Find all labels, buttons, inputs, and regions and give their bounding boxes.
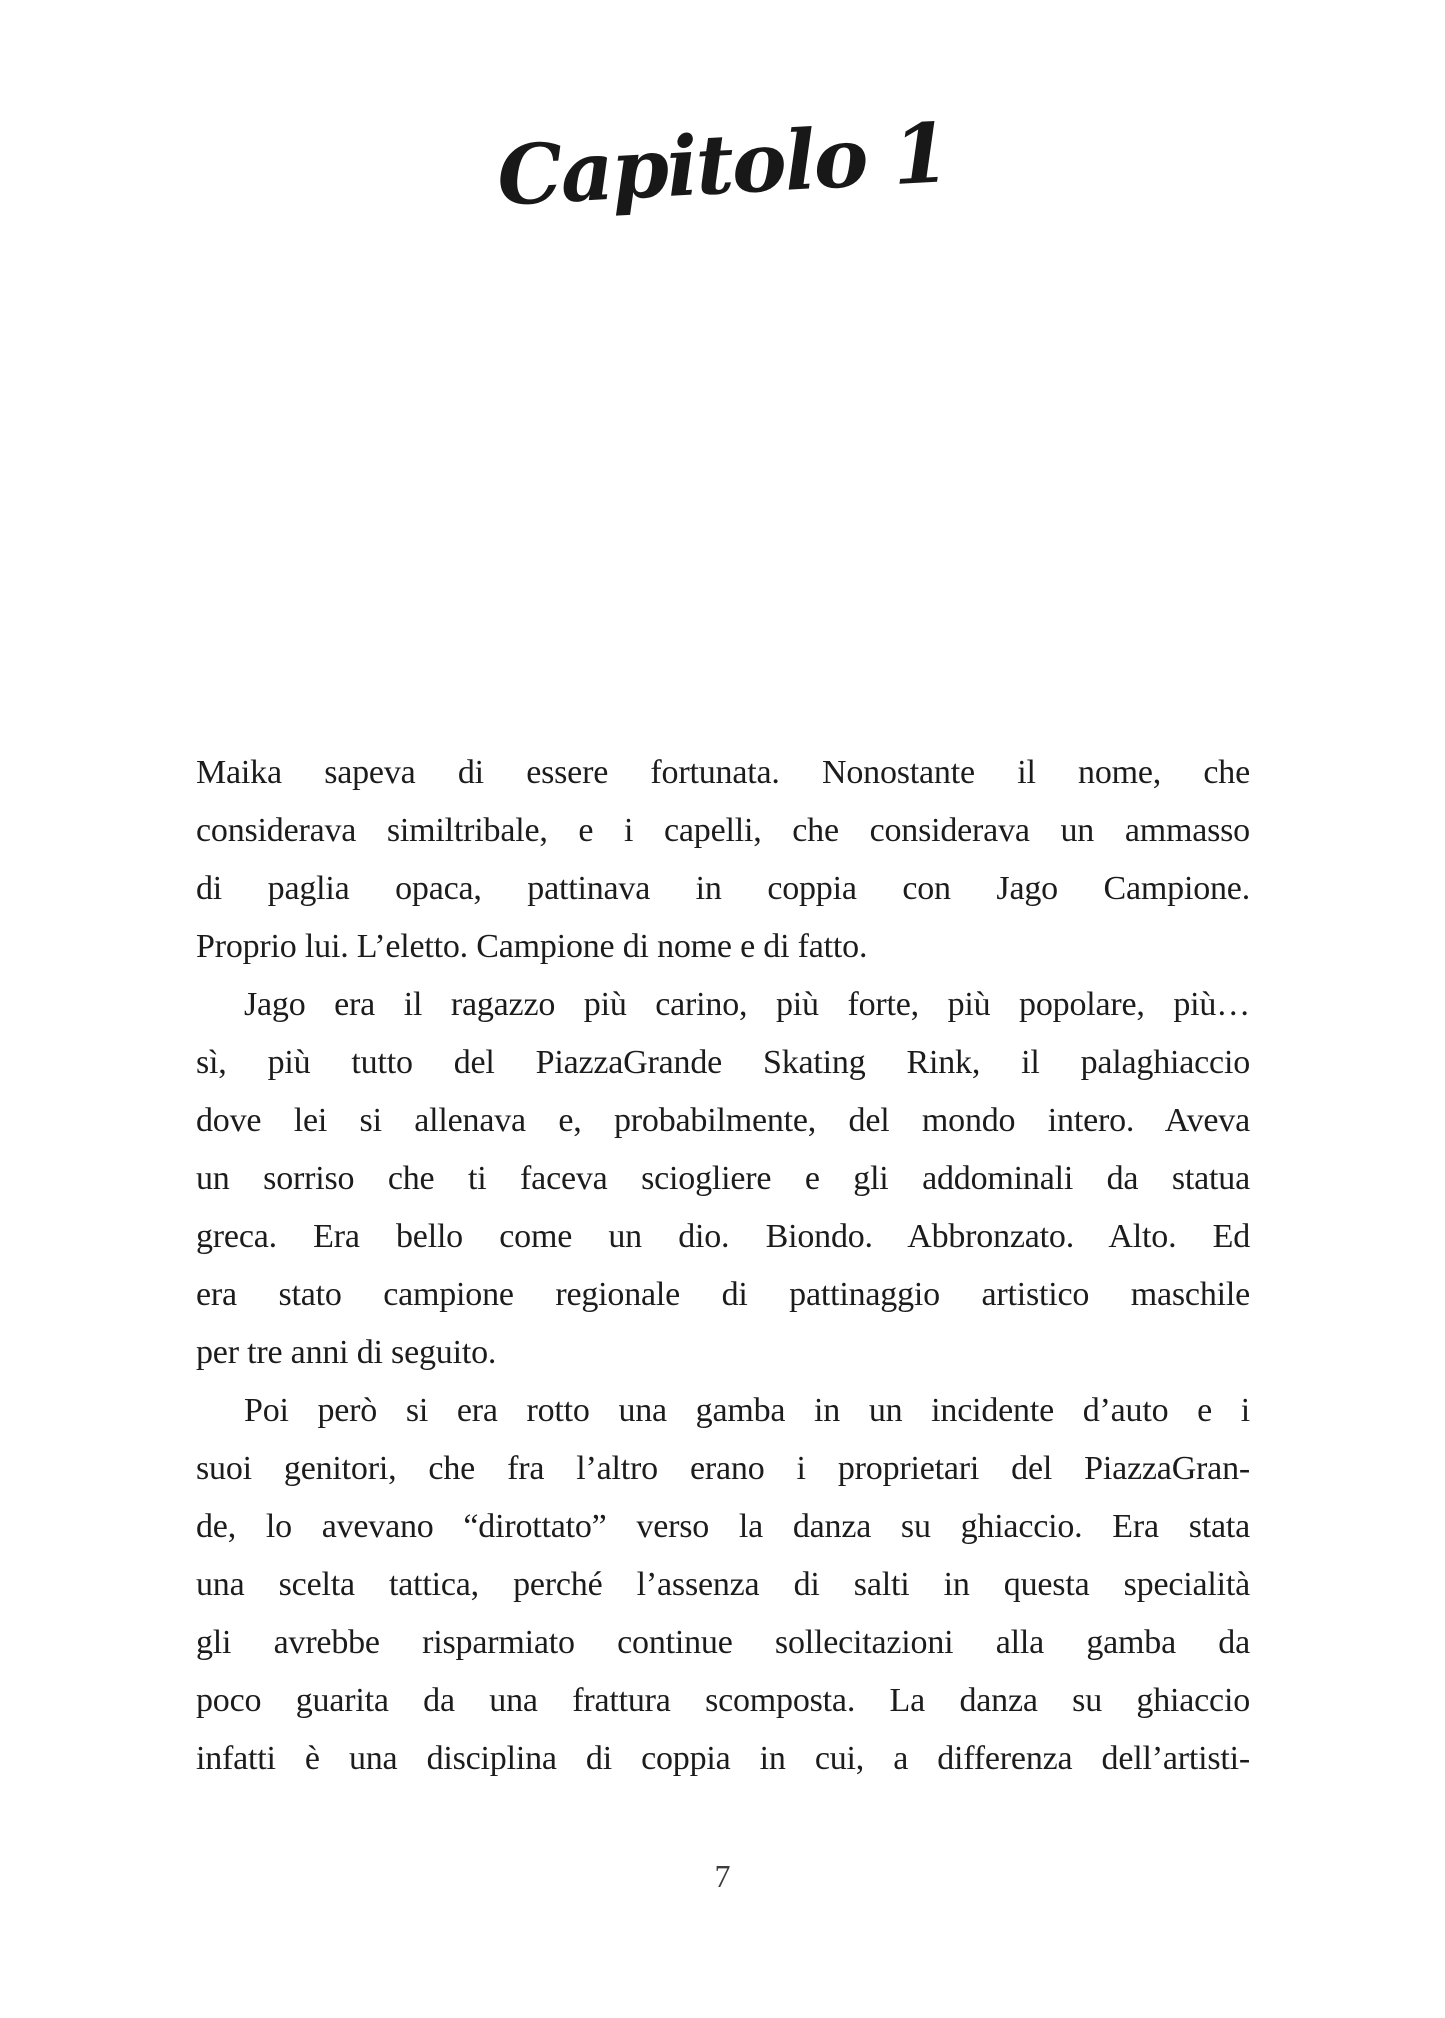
text-line: Jago era il ragazzo più carino, più forte, più popolare, più… xyxy=(244,986,1250,1023)
text-line: Maika sapeva di essere fortunata. Nonostante il nome, che xyxy=(196,754,1250,791)
text-line: sì, più tutto del PiazzaGrande Skating Rink, il palaghiaccio xyxy=(196,1044,1250,1081)
text-line: suoi genitori, che fra l’altro erano i proprietari del PiazzaGran- xyxy=(196,1450,1250,1487)
chapter-title: Capitolo 1 xyxy=(494,105,951,225)
text-line: una scelta tattica, perché l’assenza di salti in questa specialità xyxy=(196,1566,1250,1603)
page-number: 7 xyxy=(714,1858,731,1894)
body-text xyxy=(196,744,1250,1788)
text-line: de, lo avevano “dirottato” verso la danza su ghiaccio. Era stata xyxy=(196,1508,1250,1545)
text-line: gli avrebbe risparmiato continue sollecitazioni alla gamba da xyxy=(196,1624,1250,1661)
text-line: greca. Era bello come un dio. Biondo. Abbronzato. Alto. Ed xyxy=(196,1218,1250,1255)
text-line: era stato campione regionale di pattinaggio artistico maschile xyxy=(196,1276,1250,1313)
text-line: per tre anni di seguito. xyxy=(196,1334,497,1371)
text-line: Proprio lui. L’eletto. Campione di nome e di fatto. xyxy=(196,928,868,965)
text-line: poco guarita da una frattura scomposta. La danza su ghiaccio xyxy=(196,1682,1250,1719)
text-line: Poi però si era rotto una gamba in un incidente d’auto e i xyxy=(244,1392,1250,1429)
text-line: dove lei si allenava e, probabilmente, del mondo intero. Aveva xyxy=(196,1102,1250,1139)
text-line: di paglia opaca, pattinava in coppia con Jago Campione. xyxy=(196,870,1250,907)
text-line: considerava similtribale, e i capelli, che considerava un ammasso xyxy=(196,812,1250,849)
text-line: infatti è una disciplina di coppia in cui, a differenza dell’artisti- xyxy=(196,1740,1250,1777)
text-line: un sorriso che ti faceva sciogliere e gli addominali da statua xyxy=(196,1160,1250,1197)
